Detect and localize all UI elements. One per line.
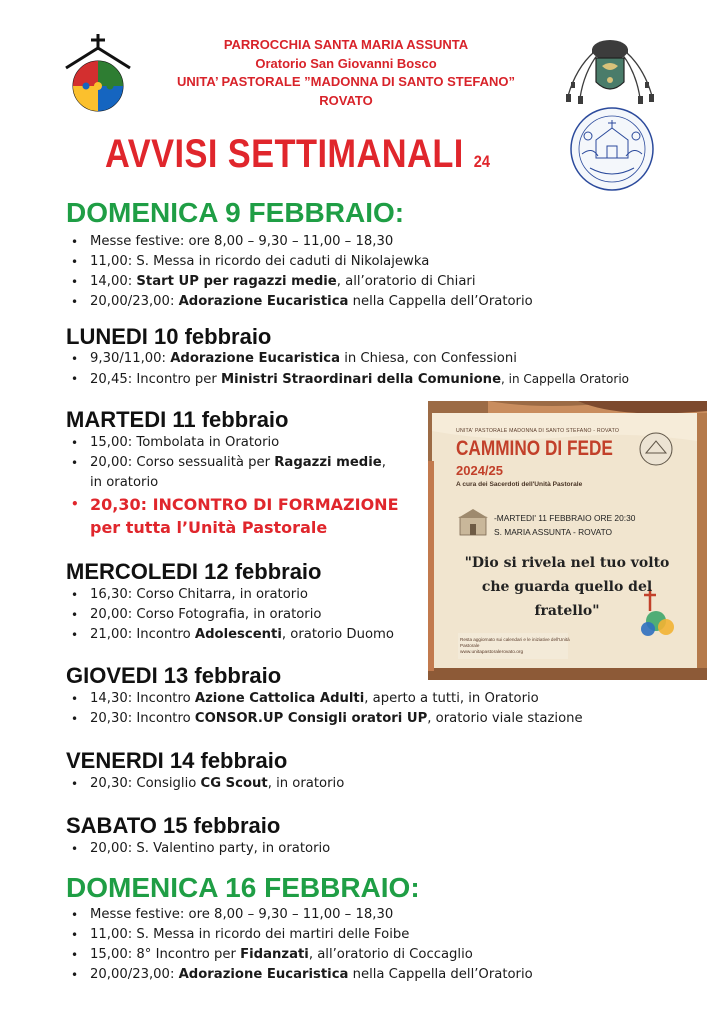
item-text: 15,00: Tombolata in Oratorio (90, 435, 280, 450)
item-text: 20,00: S. Valentino party, in oratorio (90, 841, 331, 856)
item-text: , all’oratorio di Coccaglio (308, 947, 473, 962)
list-item (66, 689, 583, 709)
cammino-di-fede-poster (428, 401, 707, 680)
list-giovedi-13 (66, 689, 583, 729)
item-text: 20,45: Incontro per (90, 372, 221, 387)
list-item (66, 925, 533, 945)
item-bold: Adorazione Eucaristica (178, 294, 349, 309)
item-text: 11,00: S. Messa in ricordo dei caduti di Nikolajewka (90, 254, 430, 269)
day-heading-martedi-11: MARTEDI 11 febbraio (66, 407, 289, 432)
day-heading-mercoledi-12: MERCOLEDI 12 febbraio (66, 559, 322, 584)
list-item (66, 625, 394, 645)
day-heading-domenica-16: DOMENICA 16 FEBBRAIO: (66, 872, 420, 903)
list-martedi-11 (66, 433, 399, 539)
item-text: 15,00: 8° Incontro per (90, 947, 241, 962)
oratorio-logo-icon (64, 34, 132, 114)
item-bold: Azione Cattolica Adulti (194, 691, 365, 706)
list-item (66, 709, 583, 729)
list-item (66, 905, 533, 925)
item-bold: Adorazione Eucaristica (178, 967, 349, 982)
bishop-crest-icon (562, 38, 658, 104)
list-domenica-16 (66, 905, 533, 985)
list-item (66, 252, 533, 272)
poster-quote: "Dio si rivela nel tuo volto che guarda quello del fratello" (464, 555, 670, 619)
item-text: 9,30/11,00: (90, 351, 171, 366)
day-heading-venerdi-14: VENERDI 14 febbraio (66, 748, 288, 773)
poster-title: CAMMINO DI FEDE (456, 437, 613, 460)
item-text: , all’oratorio di Chiari (336, 274, 476, 289)
item-text: 20,00/23,00: (90, 294, 179, 309)
item-highlight-text: per tutta l’Unità Pastorale (90, 518, 328, 537)
unita-pastorale-name: UNITA’ PASTORALE ”MADONNA DI SANTO STEFANO” (176, 74, 516, 89)
day-heading-giovedi-13: GIOVEDI 13 febbraio (66, 663, 282, 688)
item-text: in oratorio (90, 475, 159, 490)
parish-name: PARROCCHIA SANTA MARIA ASSUNTA (223, 37, 469, 52)
poster-date (494, 511, 635, 539)
item-text: nella Cappella dell’Oratorio (348, 294, 533, 309)
item-text: , in oratorio (267, 776, 345, 791)
unita-pastorale-seal-icon (568, 106, 656, 192)
item-text: in Chiesa, con Confessioni (340, 351, 517, 366)
list-venerdi-14 (66, 774, 344, 794)
list-item (66, 349, 629, 369)
list-item (66, 433, 399, 453)
item-bold: Ragazzi medie (274, 455, 382, 470)
item-text: 20,30: Consiglio (90, 776, 201, 791)
item-text: 16,30: Corso Chitarra, in oratorio (90, 587, 308, 602)
list-item (66, 839, 330, 859)
item-text: 20,00: Corso sessualità per (90, 455, 275, 470)
town-name: ROVATO (319, 92, 373, 108)
poster-place-line: S. MARIA ASSUNTA - ROVATO (494, 527, 613, 537)
issue-number: 24 (473, 152, 491, 171)
item-text: 14,30: Incontro (90, 691, 195, 706)
item-text: 14,00: (90, 274, 137, 289)
page-title-text: AVVISI SETTIMANALI (105, 132, 464, 176)
list-item (66, 774, 344, 794)
item-text: Messe festive: ore 8,00 – 9,30 – 11,00 – 18,30 (90, 907, 394, 922)
list-item (66, 232, 533, 252)
poster-note: Resta aggiornato sui calendari e le iniziative dell'Unità Pastorale (460, 637, 570, 648)
item-text: nella Cappella dell’Oratorio (348, 967, 533, 982)
item-bold: CONSOR.UP Consigli oratori UP (194, 711, 428, 726)
item-text: , in Cappella Oratorio (501, 372, 629, 386)
list-sabato-15 (66, 839, 330, 859)
parish-header (140, 36, 552, 110)
list-item (66, 585, 394, 605)
poster-date-line: -MARTEDI' 11 FEBBRAIO ORE 20:30 (494, 513, 636, 523)
list-item (66, 453, 399, 493)
list-domenica-9 (66, 232, 533, 312)
day-heading-lunedi-10: LUNEDI 10 febbraio (66, 324, 272, 349)
item-bold: Ministri Straordinari della Comunione (220, 372, 502, 387)
item-text: 20,30: Incontro (90, 711, 195, 726)
poster-year: 2024/25 (456, 463, 503, 478)
item-text: 11,00: S. Messa in ricordo dei martiri delle Foibe (90, 927, 410, 942)
item-text: , (381, 455, 386, 470)
item-bold: Adolescenti (194, 627, 282, 642)
list-item (66, 272, 533, 292)
list-mercoledi-12 (66, 585, 394, 645)
item-bold: Start UP per ragazzi medie (136, 274, 337, 289)
page-title (105, 132, 490, 177)
poster-url: www.unitapastoralerovato.org (460, 650, 524, 655)
poster-subtitle: UNITA' PASTORALE MADONNA DI SANTO STEFANO - ROVATO (456, 428, 620, 434)
list-item (66, 605, 394, 625)
list-item (66, 965, 533, 985)
item-highlight-text: 20,30: INCONTRO DI FORMAZIONE (90, 495, 399, 514)
item-text: Messe festive: ore 8,00 – 9,30 – 11,00 – 18,30 (90, 234, 394, 249)
poster-curated-by: A cura dei Sacerdoti dell'Unità Pastorale (456, 481, 583, 488)
oratorio-name: Oratorio San Giovanni Bosco (255, 55, 437, 71)
item-text: 20,00/23,00: (90, 967, 179, 982)
item-text: 21,00: Incontro (90, 627, 195, 642)
item-bold: Adorazione Eucaristica (170, 351, 341, 366)
item-bold: Fidanzati (240, 947, 309, 962)
item-text: , oratorio Duomo (281, 627, 394, 642)
item-text: 20,00: Corso Fotografia, in oratorio (90, 607, 322, 622)
list-item-highlight (66, 493, 399, 539)
list-item (66, 292, 533, 312)
day-heading-sabato-15: SABATO 15 febbraio (66, 813, 281, 838)
list-lunedi-10 (66, 349, 629, 390)
item-bold: CG Scout (200, 776, 268, 791)
day-heading-domenica-9: DOMENICA 9 FEBBRAIO: (66, 197, 405, 228)
list-item (66, 945, 533, 965)
list-item (66, 369, 629, 390)
item-text: , aperto a tutti, in Oratorio (364, 691, 539, 706)
item-text: , oratorio viale stazione (427, 711, 583, 726)
